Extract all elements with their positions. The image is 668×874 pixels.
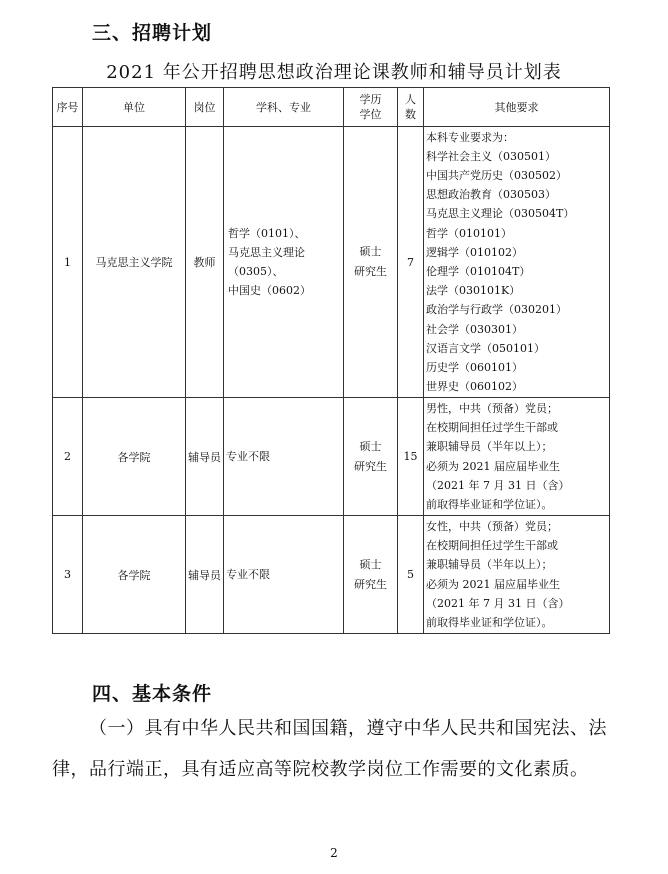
cell-major: 专业不限 — [224, 398, 344, 516]
condition-paragraph-1: （一）具有中华人民共和国国籍，遵守中华人民共和国宪法、法律，品行端正，具有适应高等院校教学岗位工作需要的文化素质。 — [52, 718, 607, 780]
table-row — [53, 398, 610, 516]
table-title: 2021 年公开招聘思想政治理论课教师和辅导员计划表 — [106, 62, 562, 83]
cell-unit: 各学院 — [83, 398, 186, 516]
cell-unit: 马克思主义学院 — [83, 127, 186, 398]
cell-count: 7 — [398, 127, 424, 398]
table-row — [53, 127, 610, 398]
cell-unit: 各学院 — [83, 516, 186, 634]
cell-no: 1 — [53, 127, 83, 398]
cell-no: 3 — [53, 516, 83, 634]
table-row — [53, 516, 610, 634]
header-unit: 单位 — [83, 88, 186, 127]
section-3-title: 三、招聘计划 — [92, 22, 213, 44]
cell-post: 辅导员 — [186, 398, 224, 516]
header-other-req: 其他要求 — [424, 88, 610, 127]
cell-major: 哲学（0101）、 马克思主义理论 （0305）、 中国史（0602） — [224, 127, 344, 398]
section-4-title: 四、基本条件 — [92, 683, 213, 705]
cell-degree: 硕士 研究生 — [344, 516, 398, 634]
header-count: 人数 — [398, 88, 424, 127]
header-no: 序号 — [53, 88, 83, 127]
page-number: 2 — [330, 846, 338, 860]
cell-other-req: 女性，中共（预备）党员； 在校期间担任过学生干部或 兼职辅导员（半年以上）； 必须为 2021 届应届毕业生 （2021 年 7 月 31 日（含） 前取得毕业证和学位证）。 — [424, 516, 610, 634]
cell-other-req: 男性，中共（预备）党员； 在校期间担任过学生干部或 兼职辅导员（半年以上）； 必须为 2021 届应届毕业生 （2021 年 7 月 31 日（含） 前取得毕业证和学位证）。 — [424, 398, 610, 516]
header-degree: 学历 学位 — [344, 88, 398, 127]
header-major: 学科、专业 — [224, 88, 344, 127]
table-header-row — [53, 88, 610, 127]
cell-count: 15 — [398, 398, 424, 516]
cell-major: 专业不限 — [224, 516, 344, 634]
cell-degree: 硕士 研究生 — [344, 398, 398, 516]
cell-no: 2 — [53, 398, 83, 516]
cell-count: 5 — [398, 516, 424, 634]
recruitment-plan-table — [52, 87, 610, 634]
cell-post: 教师 — [186, 127, 224, 398]
cell-other-req: 本科专业要求为： 科学社会主义（030501） 中国共产党历史（030502） 思想政治教育（030503） 马克思主义理论（030504T） 哲学（010101） 逻辑学（010102） 伦理学（010104T） 法学（030101K） 政治学与行政学（030201） 社会学（030301） 汉语言文学（050101） 历史学（060101） 世界史（060102） — [424, 127, 610, 398]
cell-post: 辅导员 — [186, 516, 224, 634]
header-post: 岗位 — [186, 88, 224, 127]
cell-degree: 硕士 研究生 — [344, 127, 398, 398]
